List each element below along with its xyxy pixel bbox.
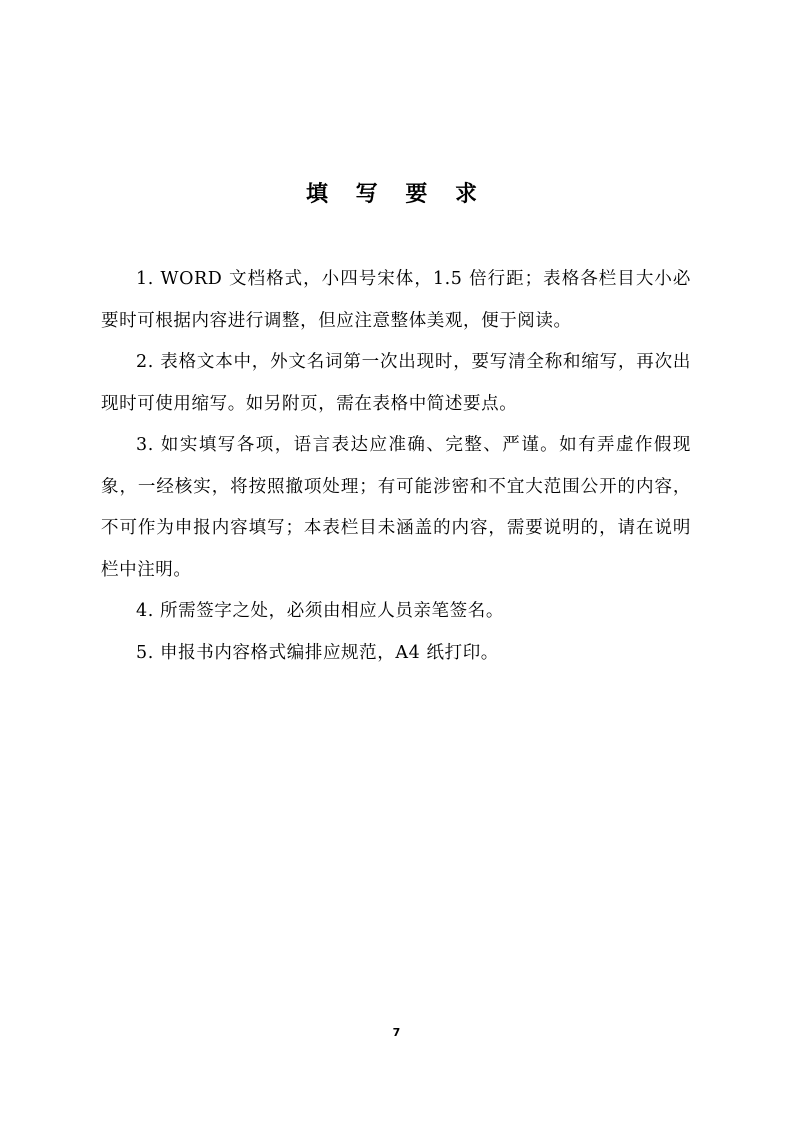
page-title: 填 写 要 求 — [306, 182, 487, 207]
requirement-item-5: 5. 申报书内容格式编排应规范，A4 纸打印。 — [136, 642, 499, 663]
page-number: 7 — [392, 1026, 401, 1039]
requirement-item-1: 1. WORD 文档格式，小四号宋体，1.5 倍行距；表格各栏目大小必要时可根据内容进行调整，但应注意整体美观，便于阅读。 — [101, 269, 691, 331]
requirement-item-3: 3. 如实填写各项，语言表达应准确、完整、严谨。如有弄虚作假现象，一经核实，将按照撤项处理；有可能涉密和不宜大范围公开的内容，不可作为申报内容填写；本表栏目未涵盖的内容，需要说明的，请在说明栏中注明。 — [101, 435, 691, 580]
requirements-body — [101, 259, 691, 674]
requirement-item-4: 4. 所需签字之处，必须由相应人员亲笔签名。 — [136, 601, 504, 621]
requirement-item-2: 2. 表格文本中，外文名词第一次出现时，要写清全称和缩写，再次出现时可使用缩写。如另附页，需在表格中简述要点。 — [101, 352, 691, 414]
